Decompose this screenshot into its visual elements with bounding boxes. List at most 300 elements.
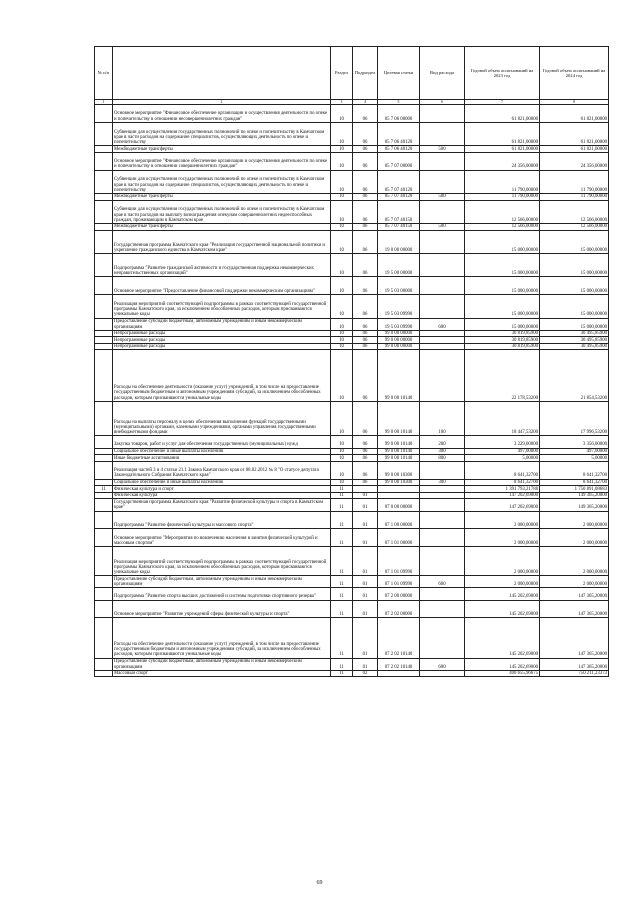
table-row bbox=[95, 529, 609, 547]
row-name: Межбюджетные трансферты bbox=[113, 193, 331, 200]
row-expense-type bbox=[420, 152, 465, 170]
row-podrazdel: 06 bbox=[353, 170, 378, 193]
row-number bbox=[95, 479, 113, 486]
row-name: Расходы на выплаты персоналу в целях обеспечения выполнения функций государственными (муниципальными) органами, казенными учреждениями, органами управления государственными внебюджетными фондами bbox=[113, 401, 331, 436]
row-number bbox=[95, 576, 113, 588]
row-target-article: 07 2 02 10140 bbox=[378, 658, 420, 670]
row-amount-2023: 5,00000 bbox=[465, 455, 540, 462]
row-target-article: 99 0 00 10140 bbox=[378, 455, 420, 462]
row-amount-2023: 2 000,00000 bbox=[465, 511, 540, 529]
row-amount-2024: 1 750 891,08683 bbox=[540, 486, 609, 493]
row-razdel: 11 bbox=[331, 588, 353, 600]
column-number: 4 bbox=[353, 100, 378, 105]
row-name: Субвенции для осуществления государственных полномочий по опеке и попечительству в Камчатском крае в части расходов на содержание специалистов, осуществляющих деятельность по опеке и попечительству bbox=[113, 122, 331, 145]
column-number: 7 bbox=[465, 100, 540, 105]
row-amount-2024: 30 495,85900 bbox=[540, 337, 609, 344]
row-name: Социальное обеспечение и иные выплаты населению bbox=[113, 448, 331, 455]
row-name: Закупка товаров, работ и услуг для обеспечения государственных (муниципальных) нужд bbox=[113, 436, 331, 448]
row-name: Предоставление субсидий бюджетным, автономным учреждениям и иным некоммерческим организациям bbox=[113, 576, 331, 588]
row-target-article: 99 0 00 10140 bbox=[378, 436, 420, 448]
row-target-article: 19 0 00 00000 bbox=[378, 230, 420, 253]
table-row bbox=[95, 486, 609, 493]
row-expense-type bbox=[420, 588, 465, 600]
row-amount-2024: 15 000,00000 bbox=[540, 277, 609, 295]
row-target-article bbox=[378, 486, 420, 493]
column-number: 3 bbox=[331, 100, 353, 105]
row-expense-type bbox=[420, 122, 465, 145]
row-number bbox=[95, 600, 113, 618]
row-number bbox=[95, 122, 113, 145]
row-expense-type: 600 bbox=[420, 658, 465, 670]
row-razdel: 10 bbox=[331, 105, 353, 123]
row-amount-2023: 3 229,00000 bbox=[465, 436, 540, 448]
row-target-article: 99 0 00 10300 bbox=[378, 461, 420, 479]
row-target-article: 99 0 00 00000 bbox=[378, 330, 420, 337]
row-podrazdel: 01 bbox=[353, 588, 378, 600]
table-row bbox=[95, 576, 609, 588]
row-target-article: 05 7 07 40150 bbox=[378, 200, 420, 223]
row-target-article: 07 2 02 00000 bbox=[378, 600, 420, 618]
table-row bbox=[95, 618, 609, 658]
row-expense-type bbox=[420, 670, 465, 677]
row-name: Основное мероприятие "Финансовое обеспечение организации и осуществления деятельности по опеке и попечительству в отношении несовершеннолетних граждан" bbox=[113, 105, 331, 123]
column-number: 2 bbox=[113, 100, 331, 105]
row-expense-type bbox=[420, 230, 465, 253]
row-amount-2024: 147 365,20000 bbox=[540, 600, 609, 618]
row-razdel: 11 bbox=[331, 670, 353, 677]
row-name: Реализация частей 3 и 4 статьи 21.1 Закона Камчатского края от 08.02.2012 № 8 "О статусе депутата Законодательного Собрания Камчатского края" bbox=[113, 461, 331, 479]
row-name: Межбюджетные трансферты bbox=[113, 223, 331, 230]
row-target-article: 07 1 00 00000 bbox=[378, 511, 420, 529]
row-razdel: 10 bbox=[331, 318, 353, 330]
column-number: 8 bbox=[540, 100, 609, 105]
row-amount-2023: 61 821,00000 bbox=[465, 146, 540, 153]
row-amount-2023: 30 819,85900 bbox=[465, 337, 540, 344]
row-expense-type bbox=[420, 330, 465, 337]
row-expense-type bbox=[420, 499, 465, 511]
row-razdel: 10 bbox=[331, 223, 353, 230]
row-razdel: 11 bbox=[331, 576, 353, 588]
row-expense-type: 300 bbox=[420, 448, 465, 455]
row-target-article: 05 7 06 40120 bbox=[378, 146, 420, 153]
row-razdel: 10 bbox=[331, 436, 353, 448]
header-name bbox=[113, 47, 331, 100]
row-podrazdel: 06 bbox=[353, 146, 378, 153]
row-target-article: 19 5 03 09990 bbox=[378, 318, 420, 330]
row-razdel: 11 bbox=[331, 529, 353, 547]
row-expense-type bbox=[420, 600, 465, 618]
row-razdel: 10 bbox=[331, 230, 353, 253]
row-podrazdel: 01 bbox=[353, 658, 378, 670]
row-amount-2024: 147 365,20000 bbox=[540, 588, 609, 600]
row-amount-2024: 12 566,00000 bbox=[540, 200, 609, 223]
table-row bbox=[95, 105, 609, 123]
row-target-article: 07 1 01 09990 bbox=[378, 547, 420, 576]
row-number bbox=[95, 511, 113, 529]
row-name: Предоставление субсидий бюджетным, автономным учреждениям и иным некоммерческим организациям bbox=[113, 318, 331, 330]
row-razdel: 10 bbox=[331, 343, 353, 350]
table-row bbox=[95, 295, 609, 318]
row-target-article: 07 0 00 00000 bbox=[378, 499, 420, 511]
table-row bbox=[95, 600, 609, 618]
row-number bbox=[95, 295, 113, 318]
row-amount-2023: 15 000,00000 bbox=[465, 253, 540, 276]
row-number bbox=[95, 105, 113, 123]
row-expense-type bbox=[420, 337, 465, 344]
row-name: Непрограммные расходы bbox=[113, 337, 331, 344]
table-row bbox=[95, 547, 609, 576]
row-podrazdel: 01 bbox=[353, 618, 378, 658]
row-amount-2024: 3 356,00000 bbox=[540, 436, 609, 448]
row-target-article: 07 2 00 00000 bbox=[378, 588, 420, 600]
row-target-article: 05 7 06 40120 bbox=[378, 122, 420, 145]
row-amount-2024: 2 000,00000 bbox=[540, 547, 609, 576]
row-number bbox=[95, 330, 113, 337]
row-amount-2024: 147 365,20000 bbox=[540, 658, 609, 670]
row-target-article bbox=[378, 670, 420, 677]
row-razdel: 10 bbox=[331, 253, 353, 276]
row-name: Реализация мероприятий соответствующей подпрограммы в рамках соответствующей государственной программы Камчатского края, за исключением обособленных расходов, которым присваиваются уникальные коды bbox=[113, 295, 331, 318]
row-razdel: 10 bbox=[331, 350, 353, 401]
row-number bbox=[95, 588, 113, 600]
table-row bbox=[95, 152, 609, 170]
row-amount-2024: 11 790,00000 bbox=[540, 193, 609, 200]
row-podrazdel: 01 bbox=[353, 529, 378, 547]
row-amount-2023: 22 178,53200 bbox=[465, 350, 540, 401]
row-amount-2024: 750 211,23373 bbox=[540, 670, 609, 677]
row-number bbox=[95, 200, 113, 223]
table-row bbox=[95, 330, 609, 337]
row-razdel: 10 bbox=[331, 277, 353, 295]
budget-table-body bbox=[95, 47, 609, 677]
row-amount-2024: 30 495,85900 bbox=[540, 343, 609, 350]
row-razdel: 10 bbox=[331, 401, 353, 436]
row-expense-type bbox=[420, 461, 465, 479]
row-razdel: 10 bbox=[331, 337, 353, 344]
row-podrazdel: 06 bbox=[353, 193, 378, 200]
row-razdel: 10 bbox=[331, 448, 353, 455]
row-target-article: 05 7 06 00000 bbox=[378, 105, 420, 123]
row-name: Физическая культура bbox=[113, 492, 331, 499]
row-podrazdel: 06 bbox=[353, 461, 378, 479]
row-amount-2024: 15 000,00000 bbox=[540, 253, 609, 276]
row-expense-type: 600 bbox=[420, 318, 465, 330]
row-name: Государственная программа Камчатского края "Реализация государственной национальной политики и укрепление гражданского единства в Камчатском крае" bbox=[113, 230, 331, 253]
header-razdel: Раздел bbox=[331, 47, 353, 100]
row-razdel: 10 bbox=[331, 461, 353, 479]
row-number bbox=[95, 277, 113, 295]
row-podrazdel: 06 bbox=[353, 230, 378, 253]
row-name: Массовый спорт bbox=[113, 670, 331, 677]
page-number: 69 bbox=[316, 880, 323, 886]
table-row bbox=[95, 350, 609, 401]
table-row bbox=[95, 122, 609, 145]
row-name: Расходы на обеспечение деятельности (оказание услуг) учреждений, в том числе на предоставление государственным бюджетным и автономным учреждениям субсидий, за исключением обособленных расходов, которым присваиваются уникальные коды bbox=[113, 618, 331, 658]
row-razdel: 11 bbox=[331, 486, 353, 493]
row-podrazdel: 06 bbox=[353, 122, 378, 145]
row-amount-2024: 8 641,32700 bbox=[540, 479, 609, 486]
row-podrazdel: 06 bbox=[353, 436, 378, 448]
row-expense-type bbox=[420, 547, 465, 576]
row-amount-2024: 2 000,00000 bbox=[540, 576, 609, 588]
row-number bbox=[95, 152, 113, 170]
row-name: Субвенции для осуществления государственных полномочий по опеке и попечительству в Камчатском крае в части расходов на выплату вознаграждения опекунам совершеннолетних недееспособных граждан, проживающим в Камчатском крае bbox=[113, 200, 331, 223]
row-amount-2024: 12 566,00000 bbox=[540, 223, 609, 230]
row-number bbox=[95, 547, 113, 576]
row-expense-type bbox=[420, 253, 465, 276]
row-podrazdel: 01 bbox=[353, 600, 378, 618]
row-amount-2024: 497,00000 bbox=[540, 448, 609, 455]
row-name: Основное мероприятие "Финансовое обеспечение организации и осуществления деятельности по опеке и попечительству в отношении совершеннолетних граждан" bbox=[113, 152, 331, 170]
row-target-article: 99 0 00 00000 bbox=[378, 337, 420, 344]
row-amount-2024: 21 854,53200 bbox=[540, 350, 609, 401]
row-amount-2023: 12 566,00000 bbox=[465, 200, 540, 223]
row-amount-2023: 1 391 793,21788 bbox=[465, 486, 540, 493]
row-amount-2024: 15 000,00000 bbox=[540, 230, 609, 253]
row-podrazdel: 06 bbox=[353, 455, 378, 462]
row-amount-2023: 30 819,85900 bbox=[465, 343, 540, 350]
row-razdel: 10 bbox=[331, 146, 353, 153]
row-amount-2023: 145 202,69000 bbox=[465, 658, 540, 670]
row-podrazdel: 06 bbox=[353, 295, 378, 318]
row-podrazdel: 06 bbox=[353, 277, 378, 295]
row-amount-2024: 15 000,00000 bbox=[540, 295, 609, 318]
row-name: Субвенции для осуществления государственных полномочий по опеке и попечительству в Камчатском крае в части расходов на содержание специалистов, осуществляющих деятельность по опеке и попечительству bbox=[113, 170, 331, 193]
row-amount-2023: 15 000,00000 bbox=[465, 318, 540, 330]
row-amount-2024: 11 790,00000 bbox=[540, 170, 609, 193]
row-number bbox=[95, 337, 113, 344]
row-expense-type: 500 bbox=[420, 146, 465, 153]
row-expense-type bbox=[420, 350, 465, 401]
row-razdel: 10 bbox=[331, 170, 353, 193]
row-expense-type bbox=[420, 529, 465, 547]
row-expense-type bbox=[420, 277, 465, 295]
row-expense-type: 600 bbox=[420, 576, 465, 588]
row-number bbox=[95, 436, 113, 448]
row-target-article: 05 7 07 40120 bbox=[378, 170, 420, 193]
row-podrazdel: 06 bbox=[353, 330, 378, 337]
row-amount-2023: 8 641,32700 bbox=[465, 479, 540, 486]
row-podrazdel: 06 bbox=[353, 105, 378, 123]
row-amount-2024: 61 821,00000 bbox=[540, 122, 609, 145]
table-row bbox=[95, 511, 609, 529]
row-target-article: 07 1 01 00000 bbox=[378, 529, 420, 547]
row-number bbox=[95, 170, 113, 193]
table-row bbox=[95, 277, 609, 295]
row-target-article: 99 0 00 10140 bbox=[378, 448, 420, 455]
column-number: 6 bbox=[420, 100, 465, 105]
row-name: Подпрограмма "Развитие гражданской активности и государственная поддержка некоммерческих неправительственных организаций" bbox=[113, 253, 331, 276]
row-amount-2023: 400 655,96675 bbox=[465, 670, 540, 677]
header-num: № п/п bbox=[95, 47, 113, 100]
row-number bbox=[95, 618, 113, 658]
row-expense-type bbox=[420, 200, 465, 223]
table-row bbox=[95, 588, 609, 600]
row-target-article: 05 7 07 00000 bbox=[378, 152, 420, 170]
row-podrazdel: 06 bbox=[353, 152, 378, 170]
header-row bbox=[95, 47, 609, 100]
row-amount-2023: 15 000,00000 bbox=[465, 277, 540, 295]
column-number: 1 bbox=[95, 100, 113, 105]
row-razdel: 11 bbox=[331, 600, 353, 618]
row-razdel: 10 bbox=[331, 295, 353, 318]
row-amount-2024: 8 641,32700 bbox=[540, 461, 609, 479]
row-expense-type: 500 bbox=[420, 223, 465, 230]
row-podrazdel: 01 bbox=[353, 492, 378, 499]
table-row bbox=[95, 461, 609, 479]
row-number bbox=[95, 670, 113, 677]
table-row bbox=[95, 337, 609, 344]
row-target-article: 07 2 02 10140 bbox=[378, 618, 420, 658]
row-name: Подпрограмма "Развитие физической культуры и массового спорта" bbox=[113, 511, 331, 529]
row-amount-2024: 17 996,53200 bbox=[540, 401, 609, 436]
row-amount-2023: 497,00000 bbox=[465, 448, 540, 455]
row-amount-2023: 61 821,00000 bbox=[465, 105, 540, 123]
row-razdel: 10 bbox=[331, 193, 353, 200]
row-target-article: 05 7 07 40150 bbox=[378, 223, 420, 230]
table-row bbox=[95, 253, 609, 276]
row-number: 11 bbox=[95, 486, 113, 493]
row-target-article: 07 1 01 09990 bbox=[378, 576, 420, 588]
header-podrazdel: Подраздел bbox=[353, 47, 378, 100]
row-amount-2023: 147 202,69000 bbox=[465, 499, 540, 511]
row-number bbox=[95, 658, 113, 670]
header-expense-type: Вид расхода bbox=[420, 47, 465, 100]
row-podrazdel bbox=[353, 486, 378, 493]
row-amount-2023: 11 790,00000 bbox=[465, 193, 540, 200]
header-target-article: Целевая статья bbox=[378, 47, 420, 100]
table-row bbox=[95, 230, 609, 253]
row-podrazdel: 01 bbox=[353, 547, 378, 576]
row-name: Основное мероприятие "Предоставление финансовой поддержки некоммерческим организациям" bbox=[113, 277, 331, 295]
row-amount-2024: 15 000,00000 bbox=[540, 318, 609, 330]
row-name: Физическая культура и спорт bbox=[113, 486, 331, 493]
row-expense-type: 300 bbox=[420, 479, 465, 486]
row-number bbox=[95, 492, 113, 499]
row-amount-2024: 2 000,00000 bbox=[540, 511, 609, 529]
row-razdel: 11 bbox=[331, 618, 353, 658]
row-number bbox=[95, 318, 113, 330]
row-amount-2023: 12 566,00000 bbox=[465, 223, 540, 230]
table-row bbox=[95, 193, 609, 200]
table-row bbox=[95, 318, 609, 330]
row-amount-2024: 61 821,00000 bbox=[540, 105, 609, 123]
table-row bbox=[95, 479, 609, 486]
row-amount-2023: 145 202,69000 bbox=[465, 618, 540, 658]
table-row bbox=[95, 436, 609, 448]
row-number bbox=[95, 455, 113, 462]
row-expense-type: 100 bbox=[420, 401, 465, 436]
row-expense-type: 200 bbox=[420, 436, 465, 448]
row-amount-2024: 61 821,00000 bbox=[540, 146, 609, 153]
table-row bbox=[95, 170, 609, 193]
row-expense-type bbox=[420, 105, 465, 123]
row-name: Основное мероприятие "Развитие учреждений сферы физической культуры и спорта" bbox=[113, 600, 331, 618]
row-number bbox=[95, 193, 113, 200]
row-target-article: 99 0 00 10300 bbox=[378, 479, 420, 486]
row-name: Расходы на обеспечение деятельности (оказание услуг) учреждений, в том числе на предоставление государственным бюджетным и автономным учреждениям субсидий, за исключением обособленных расходов, которым присваиваются уникальные коды bbox=[113, 350, 331, 401]
row-expense-type bbox=[420, 170, 465, 193]
table-row bbox=[95, 146, 609, 153]
row-razdel: 10 bbox=[331, 152, 353, 170]
row-number bbox=[95, 401, 113, 436]
row-target-article: 19 5 03 00000 bbox=[378, 277, 420, 295]
table-row bbox=[95, 455, 609, 462]
row-amount-2024: 2 000,00000 bbox=[540, 529, 609, 547]
row-amount-2023: 15 000,00000 bbox=[465, 295, 540, 318]
row-amount-2023: 18 447,53200 bbox=[465, 401, 540, 436]
row-podrazdel: 01 bbox=[353, 499, 378, 511]
row-podrazdel: 06 bbox=[353, 448, 378, 455]
row-podrazdel: 06 bbox=[353, 200, 378, 223]
row-amount-2024: 149 365,20000 bbox=[540, 492, 609, 499]
table-row bbox=[95, 200, 609, 223]
row-razdel: 10 bbox=[331, 479, 353, 486]
row-number bbox=[95, 230, 113, 253]
row-target-article: 99 0 00 00000 bbox=[378, 343, 420, 350]
row-amount-2023: 2 000,00000 bbox=[465, 547, 540, 576]
header-volume-2023: Годовой объем ассигнований на 2023 год bbox=[465, 47, 540, 100]
row-target-article: 19 5 03 09990 bbox=[378, 295, 420, 318]
row-podrazdel: 06 bbox=[353, 223, 378, 230]
row-target-article: 19 5 00 00000 bbox=[378, 253, 420, 276]
table-row bbox=[95, 401, 609, 436]
row-podrazdel: 01 bbox=[353, 511, 378, 529]
row-name: Непрограммные расходы bbox=[113, 343, 331, 350]
row-amount-2023: 145 202,69000 bbox=[465, 600, 540, 618]
table-row bbox=[95, 492, 609, 499]
row-name: Межбюджетные трансферты bbox=[113, 146, 331, 153]
row-name: Иные бюджетные ассигнования bbox=[113, 455, 331, 462]
row-target-article bbox=[378, 492, 420, 499]
row-amount-2024: 30 495,85900 bbox=[540, 330, 609, 337]
row-number bbox=[95, 529, 113, 547]
row-amount-2024: 147 365,20000 bbox=[540, 618, 609, 658]
row-podrazdel: 06 bbox=[353, 253, 378, 276]
row-podrazdel: 06 bbox=[353, 350, 378, 401]
row-amount-2023: 147 202,69000 bbox=[465, 492, 540, 499]
row-razdel: 11 bbox=[331, 658, 353, 670]
row-expense-type bbox=[420, 618, 465, 658]
row-amount-2024: 5,00000 bbox=[540, 455, 609, 462]
row-expense-type bbox=[420, 511, 465, 529]
row-number bbox=[95, 448, 113, 455]
row-number bbox=[95, 146, 113, 153]
row-razdel: 10 bbox=[331, 330, 353, 337]
row-target-article: 99 0 00 10140 bbox=[378, 401, 420, 436]
row-amount-2023: 8 641,32700 bbox=[465, 461, 540, 479]
row-podrazdel: 02 bbox=[353, 670, 378, 677]
row-amount-2023: 2 000,00000 bbox=[465, 529, 540, 547]
row-number bbox=[95, 350, 113, 401]
row-expense-type: 500 bbox=[420, 193, 465, 200]
row-razdel: 11 bbox=[331, 547, 353, 576]
row-podrazdel: 06 bbox=[353, 343, 378, 350]
row-amount-2024: 149 365,20000 bbox=[540, 499, 609, 511]
row-amount-2023: 2 000,00000 bbox=[465, 576, 540, 588]
column-number: 5 bbox=[378, 100, 420, 105]
row-expense-type: 800 bbox=[420, 455, 465, 462]
row-razdel: 10 bbox=[331, 455, 353, 462]
table-row bbox=[95, 499, 609, 511]
table-row bbox=[95, 670, 609, 677]
row-expense-type bbox=[420, 486, 465, 493]
row-number bbox=[95, 461, 113, 479]
row-name: Основное мероприятие "Мероприятия по вовлечению населения в занятия физической культурой и массовым спортом" bbox=[113, 529, 331, 547]
row-name: Подпрограмма "Развитие спорта высших достижений и системы подготовки спортивного резерва" bbox=[113, 588, 331, 600]
row-podrazdel: 06 bbox=[353, 337, 378, 344]
table-row bbox=[95, 223, 609, 230]
